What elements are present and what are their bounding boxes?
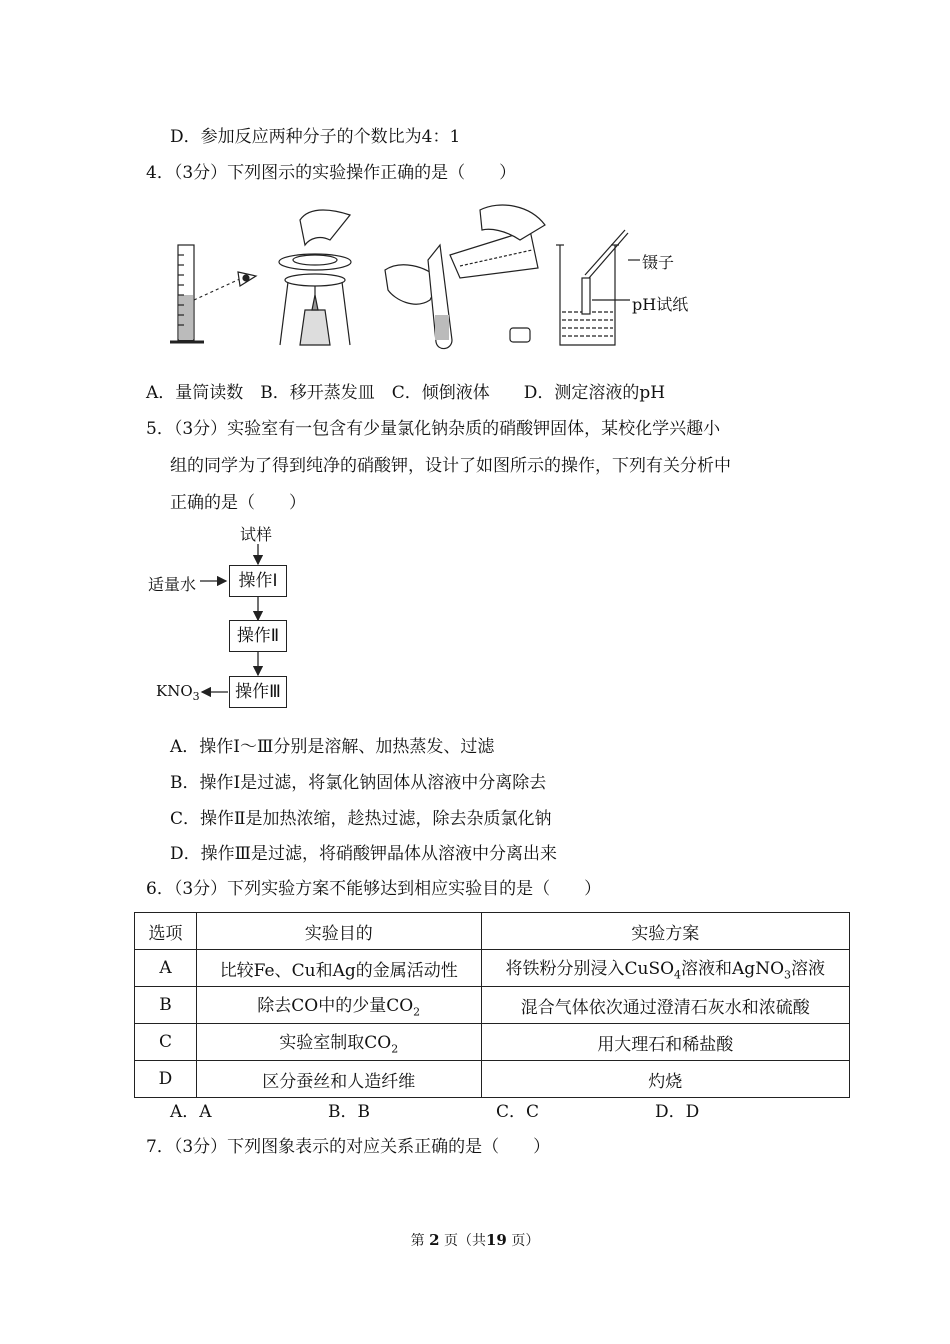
q6-answer-a: A．A	[170, 1102, 212, 1122]
ph-paper-label: pH试纸	[632, 295, 689, 314]
q4-lab-figure	[160, 200, 720, 360]
row-b-option: B	[135, 987, 197, 1024]
row-d-plan: 灼烧	[481, 1061, 850, 1098]
tweezers-label: 镊子	[642, 253, 675, 272]
q5-option-a: A．操作Ⅰ～Ⅲ分别是溶解、加热蒸发、过滤	[170, 737, 495, 757]
q7-stem: 7．（3分）下列图象表示的对应关系正确的是（ ）	[146, 1137, 551, 1157]
row-b-purpose: 除去CO中的少量$CO_2$	[196, 987, 481, 1024]
row-a-plan: 将铁粉分别浸入CuSO$_4$溶液和AgNO$_3$溶液	[481, 950, 850, 987]
q5-stem-line2: 组的同学为了得到纯净的硝酸钾，设计了如图所示的操作，下列有关分析中	[170, 456, 731, 476]
q6-table	[134, 912, 850, 1098]
evaporating-dish-drawing	[279, 210, 351, 345]
q3-option-d: D．参加反应两种分子的个数比为4：1	[170, 127, 461, 147]
page-footer: 第 2 页（共19 页）	[410, 1231, 540, 1249]
table-row	[135, 1024, 850, 1061]
row-c-plan: 用大理石和稀盐酸	[481, 1024, 850, 1061]
row-b-plan: 混合气体依次通过澄清石灰水和浓硫酸	[481, 987, 850, 1024]
row-c-purpose: 实验室制取$CO_2$	[196, 1024, 481, 1061]
q5-stem-line1: 5．（3分）实验室有一包含有少量氯化钠杂质的硝酸钾固体，某校化学兴趣小	[146, 419, 721, 439]
flow-product-label: $KNO_3$	[156, 682, 200, 703]
q5-option-c: C．操作Ⅱ是加热浓缩，趁热过滤，除去杂质氯化钠	[170, 809, 552, 829]
header-plan: 实验方案	[481, 913, 850, 950]
q4-options: A．量筒读数 B．移开蒸发皿 C．倾倒液体 D．测定溶液的pH	[146, 383, 666, 403]
row-c-option: C	[135, 1024, 197, 1061]
flow-sample-label: 试样	[240, 525, 273, 544]
table-row	[135, 950, 850, 987]
header-purpose: 实验目的	[196, 913, 481, 950]
row-a-option: A	[135, 950, 197, 987]
table-header-row	[135, 913, 850, 950]
table-row	[135, 987, 850, 1024]
q6-answer-c: C．C	[496, 1102, 540, 1122]
graduated-cylinder-drawing	[170, 245, 256, 342]
table-row	[135, 1061, 850, 1098]
q5-stem-line3: 正确的是（ ）	[170, 493, 306, 513]
q6-answer-b: B．B	[328, 1102, 370, 1122]
q6-stem: 6．（3分）下列实验方案不能够达到相应实验目的是（ ）	[146, 879, 602, 899]
header-option: 选项	[135, 913, 197, 950]
q5-option-d: D．操作Ⅲ是过滤，将硝酸钾晶体从溶液中分离出来	[170, 844, 558, 864]
flow-op3-box: 操作Ⅲ	[229, 676, 287, 708]
row-d-option: D	[135, 1061, 197, 1098]
q4-stem: 4．（3分）下列图示的实验操作正确的是（ ）	[146, 163, 517, 183]
ph-test-drawing	[556, 230, 640, 345]
flow-water-label: 适量水	[148, 575, 197, 594]
q5-option-b: B．操作Ⅰ是过滤，将氯化钠固体从溶液中分离除去	[170, 773, 547, 793]
q6-answer-d: D．D	[655, 1102, 700, 1122]
row-a-purpose: 比较Fe、Cu和Ag的金属活动性	[196, 950, 481, 987]
row-d-purpose: 区分蚕丝和人造纤维	[196, 1061, 481, 1098]
flow-op2-box: 操作Ⅱ	[229, 620, 287, 652]
flow-op1-box: 操作Ⅰ	[229, 565, 287, 597]
total-pages: 19	[486, 1231, 507, 1249]
page-number: 2	[429, 1231, 440, 1249]
pouring-liquid-drawing	[385, 205, 545, 349]
